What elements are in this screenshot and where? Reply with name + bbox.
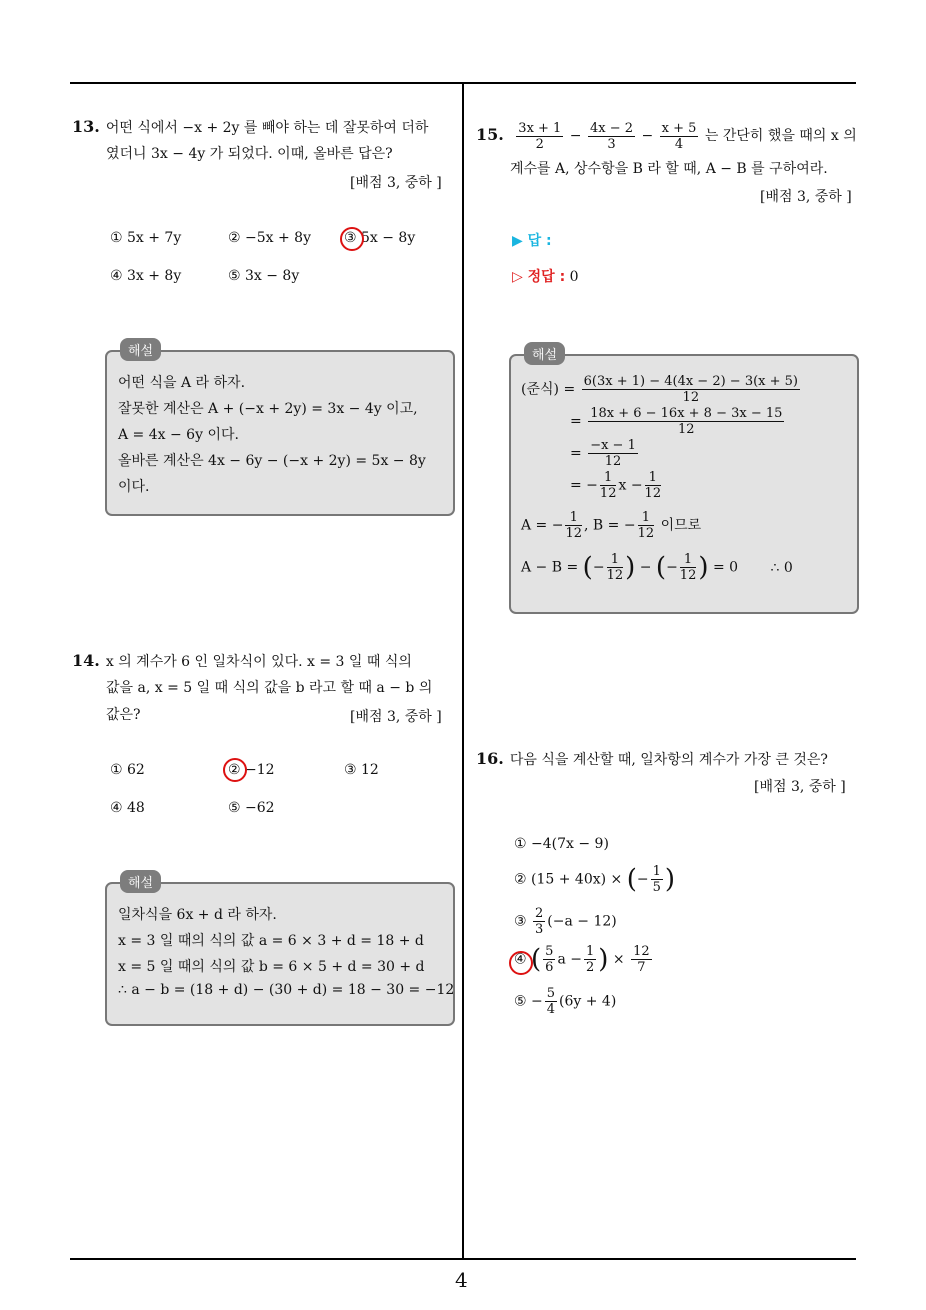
q16-number: 16. [476,749,504,768]
q14-line2: 값을 a, x = 5 일 때 식의 값을 b 라고 할 때 a − b 의 [106,680,433,696]
q13-solution-line: 잘못한 계산은 A + (−x + 2y) = 3x − 4y 이고, [118,401,418,417]
q13-score: [배점 3, 중하 ] [350,175,442,191]
q13-solution-line: 올바른 계산은 4x − 6y − (−x + 2y) = 5x − 8y [118,453,426,469]
q16-line1: 16. 다음 식을 계산할 때, 일차항의 계수가 가장 큰 것은? [476,749,828,768]
q15-solution-step3: = $\frac{-x - 1}{12}$ [570,438,636,469]
q15-number: 15. [476,125,504,144]
q13-option-1[interactable]: ① 5x + 7y [110,230,182,246]
q13-option-5[interactable]: ⑤ 3x − 8y [228,268,300,284]
q13-solution-line: A = 4x − 6y 이다. [118,427,239,443]
q14-option-2[interactable]: ② −12 [228,762,275,778]
q14-option-4[interactable]: ④ 48 [110,800,145,816]
q13-option-2[interactable]: ② −5x + 8y [228,230,311,246]
q16-score: [배점 3, 중하 ] [754,779,846,795]
q16-option-2[interactable]: ② (15 + 40x) × (− $\frac{1}{5}$ ) [514,864,676,895]
q14-option-5[interactable]: ⑤ −62 [228,800,275,816]
q15-correct-answer: ▷ 정답 : 0 [512,269,579,285]
q15-answer-field[interactable]: ▶ 답 : [512,233,552,249]
q14-line3: 값은? [106,707,141,723]
q14-score: [배점 3, 중하 ] [350,709,442,725]
q14-line1: 14. x 의 계수가 6 인 일차식이 있다. x = 3 일 때 식의 [72,651,412,670]
q15-solution-step4: = − $\frac{1}{12}$ x − $\frac{1}{12}$ [570,470,662,501]
q16-option-4[interactable]: ④ ( $\frac{5}{6}$ a − $\frac{1}{2}$ ) × $\frac{12}{7}$ [514,944,650,975]
q14-option-1[interactable]: ① 62 [110,762,145,778]
q14-solution-tag: 해설 [120,870,161,893]
q14-solution-line: 일차식을 6x + d 라 하자. [118,907,277,923]
q14-option-3[interactable]: ③ 12 [344,762,379,778]
column-divider [462,84,464,1260]
q15-line2: 계수를 A, 상수항을 B 라 할 때, A − B 를 구하여라. [510,161,828,177]
q15-solution-step5: A = − $\frac{1}{12}$ , B = − $\frac{1}{12}$ 이므로 [521,510,702,541]
q13-line2: 였더니 3x − 4y 가 되었다. 이때, 올바른 답은? [106,146,393,162]
q15-line1: 15. $\frac{3x + 1}{2}$ − $\frac{4x - 2}{3}$ − $\frac{x + 5}{4}$ 는 간단히 했을 때의 x 의 [476,120,857,152]
q15-solution-step6: A − B = (− $\frac{1}{12}$ ) − (− $\frac{1}{12}$ ) = 0 ∴ 0 [521,552,793,583]
q15-solution-step1: (준식) = $\frac{6(3x + 1) - 4(4x - 2) - 3(x + 5)}{12}$ [521,374,799,405]
q14-solution-line: x = 5 일 때의 식의 값 b = 6 × 5 + d = 30 + d [118,959,425,975]
q14-answer-mark [223,758,247,782]
q16-option-5[interactable]: ⑤ − $\frac{5}{4}$ (6y + 4) [514,986,617,1017]
q13-line1: 13. 어떤 식에서 −x + 2y 를 빼야 하는 데 잘못하여 더하 [72,117,429,136]
q14-number: 14. [72,651,100,670]
q14-solution-line: ∴ a − b = (18 + d) − (30 + d) = 18 − 30 = −12 [118,982,455,998]
q15-fraction-2: $\frac{4x - 2}{3}$ [589,120,633,152]
q16-option-1[interactable]: ① −4(7x − 9) [514,836,609,852]
page-number: 4 [455,1268,468,1292]
q13-solution-tag: 해설 [120,338,161,361]
q13-answer-mark [340,227,364,251]
q13-option-4[interactable]: ④ 3x + 8y [110,268,182,284]
q15-fraction-3: $\frac{x + 5}{4}$ [661,120,697,152]
q15-solution-step2: = $\frac{18x + 6 - 16x + 8 - 3x - 15}{12}$ [570,406,783,437]
q14-solution-line: x = 3 일 때의 식의 값 a = 6 × 3 + d = 18 + d [118,933,424,949]
q16-answer-mark [509,951,533,975]
q15-score: [배점 3, 중하 ] [760,189,852,205]
q16-option-3[interactable]: ③ $\frac{2}{3}$ (−a − 12) [514,906,617,937]
q13-number: 13. [72,117,100,136]
q13-option-3[interactable]: ③ 5x − 8y [344,230,416,246]
q13-solution-line: 이다. [118,479,150,495]
q15-solution-tag: 해설 [524,342,565,365]
q13-solution-line: 어떤 식을 A 라 하자. [118,375,246,391]
q15-fraction-1: $\frac{3x + 1}{2}$ [518,120,562,152]
